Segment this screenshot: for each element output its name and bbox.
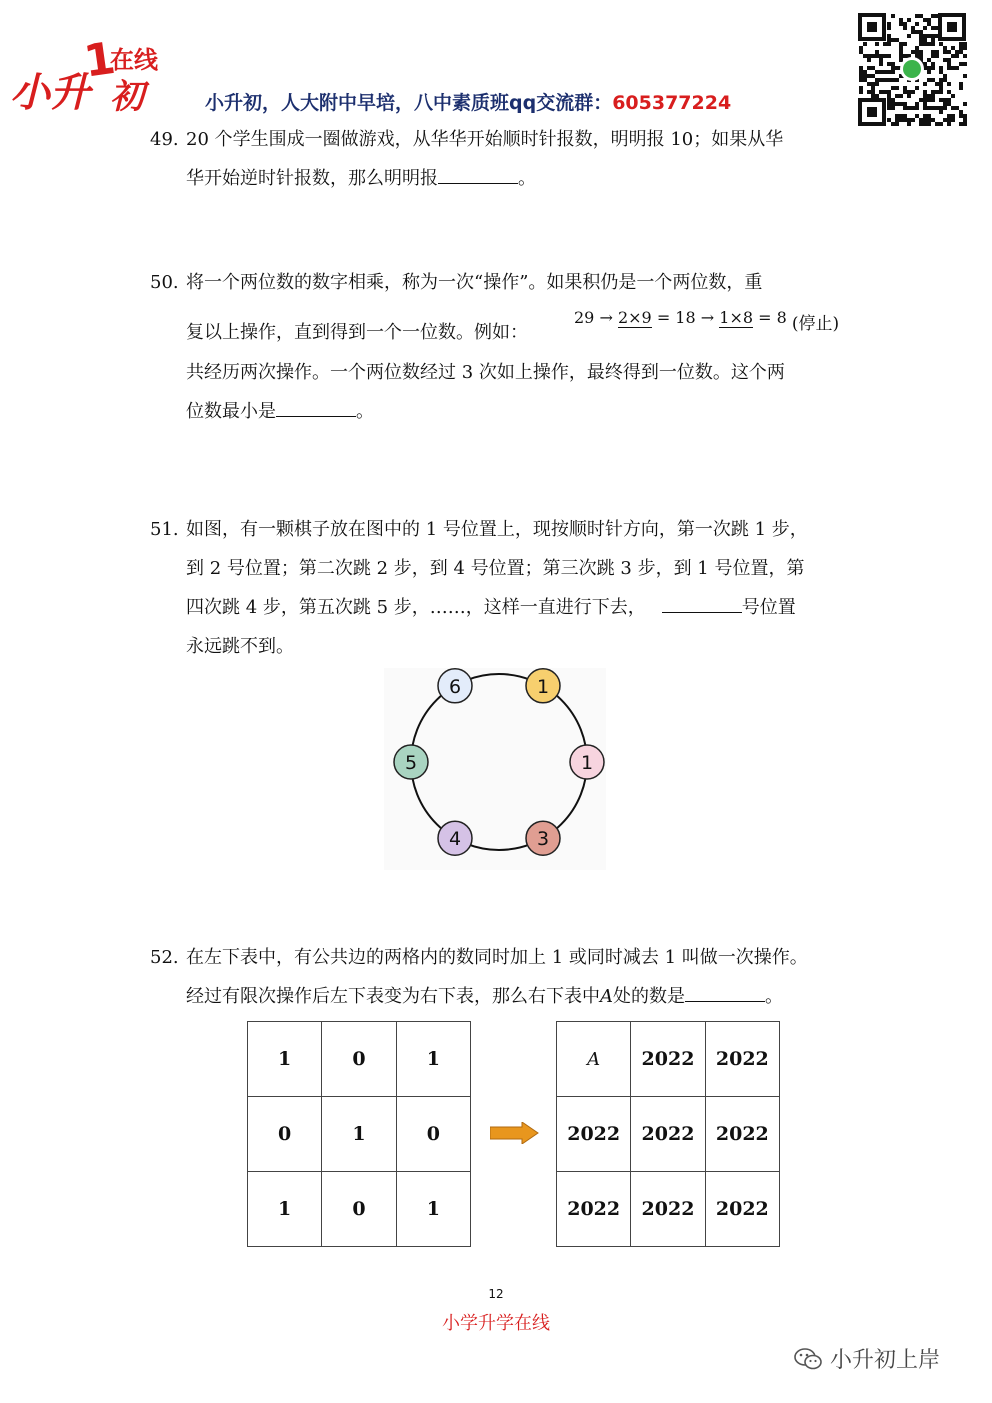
table-cell: 2022 — [705, 1172, 779, 1247]
table-cell: 1 — [396, 1172, 470, 1247]
question-text-line: 华开始逆时针报数，那么明明报 。 — [186, 159, 536, 198]
right-arrow-icon — [490, 1122, 540, 1148]
question-text-line: 共经历两次操作。一个两位数经过 3 次如上操作，最终得到一位数。这个两 — [186, 362, 785, 383]
question-text-line: 复以上操作，直到得到一个一位数。例如： — [186, 322, 528, 343]
table-cell: 0 — [322, 1022, 396, 1097]
answer-blank[interactable] — [685, 977, 765, 1002]
table-cell: 1 — [322, 1097, 396, 1172]
table-row — [557, 1022, 780, 1097]
table-cell: 1 — [248, 1022, 322, 1097]
question-number: 49. — [150, 129, 179, 150]
circle-node-label: 5 — [404, 752, 418, 774]
table-cell: 0 — [322, 1172, 396, 1247]
table-row — [248, 1022, 471, 1097]
answer-blank[interactable] — [276, 392, 356, 417]
site-logo — [10, 28, 170, 118]
question-text-line: 四次跳 4 步，第五次跳 5 步，……，这样一直进行下去， 号位置 — [186, 588, 796, 627]
table-cell: 1 — [396, 1022, 470, 1097]
footer-site-name: 小学升学在线 — [442, 1313, 550, 1334]
circle-node-label: 1 — [536, 675, 550, 698]
wechat-account-name: 小升初上岸 — [830, 1348, 941, 1373]
question-text-line: 经过有限次操作后左下表变为右下表，那么右下表中A处的数是 。 — [186, 977, 783, 1016]
circle-node-label: 1 — [580, 752, 594, 774]
circle-node-label: 4 — [448, 828, 462, 851]
question-text-line: 到 2 号位置；第二次跳 2 步，到 4 号位置；第三次跳 3 步，到 1 号位置，第 — [186, 558, 805, 579]
question-number: 51. — [150, 519, 179, 540]
wechat-logo-icon — [793, 1347, 823, 1371]
question-text-line: 20 个学生围成一圈做游戏，从华华开始顺时针报数，明明报 10；如果从华 — [186, 129, 784, 150]
table-cell: 2022 — [631, 1022, 705, 1097]
table-row — [557, 1172, 780, 1247]
table-cell: 2022 — [631, 1097, 705, 1172]
table-cell: 0 — [396, 1097, 470, 1172]
header-group-text — [205, 88, 731, 115]
table-cell: 2022 — [705, 1022, 779, 1097]
logo-char-text: 初 — [110, 77, 144, 117]
circle-node-label: 6 — [448, 675, 462, 698]
left-grid-table — [247, 1021, 471, 1247]
table-cell: 0 — [248, 1097, 322, 1172]
right-grid-table — [556, 1021, 780, 1247]
table-cell: 2022 — [705, 1097, 779, 1172]
question-number: 52. — [150, 947, 179, 968]
question-text-line: 在左下表中，有公共边的两格内的数同时加上 1 或同时减去 1 叫做一次操作。 — [186, 947, 808, 968]
logo-main-text: 小升 — [10, 70, 90, 116]
table-cell: A — [557, 1022, 631, 1097]
table-row — [248, 1172, 471, 1247]
operation-example: 29 → 2×9 = 18 → 1×8 = 8 (停止) — [574, 308, 840, 334]
table-cell: 2022 — [557, 1097, 631, 1172]
question-text-line: 如图，有一颗棋子放在图中的 1 号位置上，现按顺时针方向，第一次跳 1 步， — [186, 519, 808, 540]
question-text-line: 位数最小是 。 — [186, 392, 374, 431]
wechat-icon — [903, 60, 921, 78]
question-number: 50. — [150, 272, 179, 293]
header-group-label: 小升初，人大附中早培，八中素质班qq交流群： — [205, 92, 613, 114]
circle-diagram — [384, 668, 606, 870]
wechat-account — [793, 1343, 940, 1374]
answer-blank[interactable] — [662, 588, 742, 613]
page-number: 12 — [488, 1287, 504, 1301]
question-text-line: 永远跳不到。 — [186, 636, 294, 657]
table-cell: 2022 — [631, 1172, 705, 1247]
svg-text:1: 1 — [80, 32, 119, 88]
table-row — [557, 1097, 780, 1172]
circle-track — [411, 674, 587, 850]
qq-number: 605377224 — [612, 92, 732, 114]
qr-code-image — [857, 12, 967, 127]
logo-small-text: 在线 — [110, 46, 158, 74]
table-cell: 1 — [248, 1172, 322, 1247]
table-cell: 2022 — [557, 1172, 631, 1247]
question-text-line: 将一个两位数的数字相乘，称为一次“操作”。如果积仍是一个两位数，重 — [186, 272, 763, 293]
answer-blank[interactable] — [438, 159, 518, 184]
table-row — [248, 1097, 471, 1172]
circle-node-label: 3 — [536, 828, 550, 851]
